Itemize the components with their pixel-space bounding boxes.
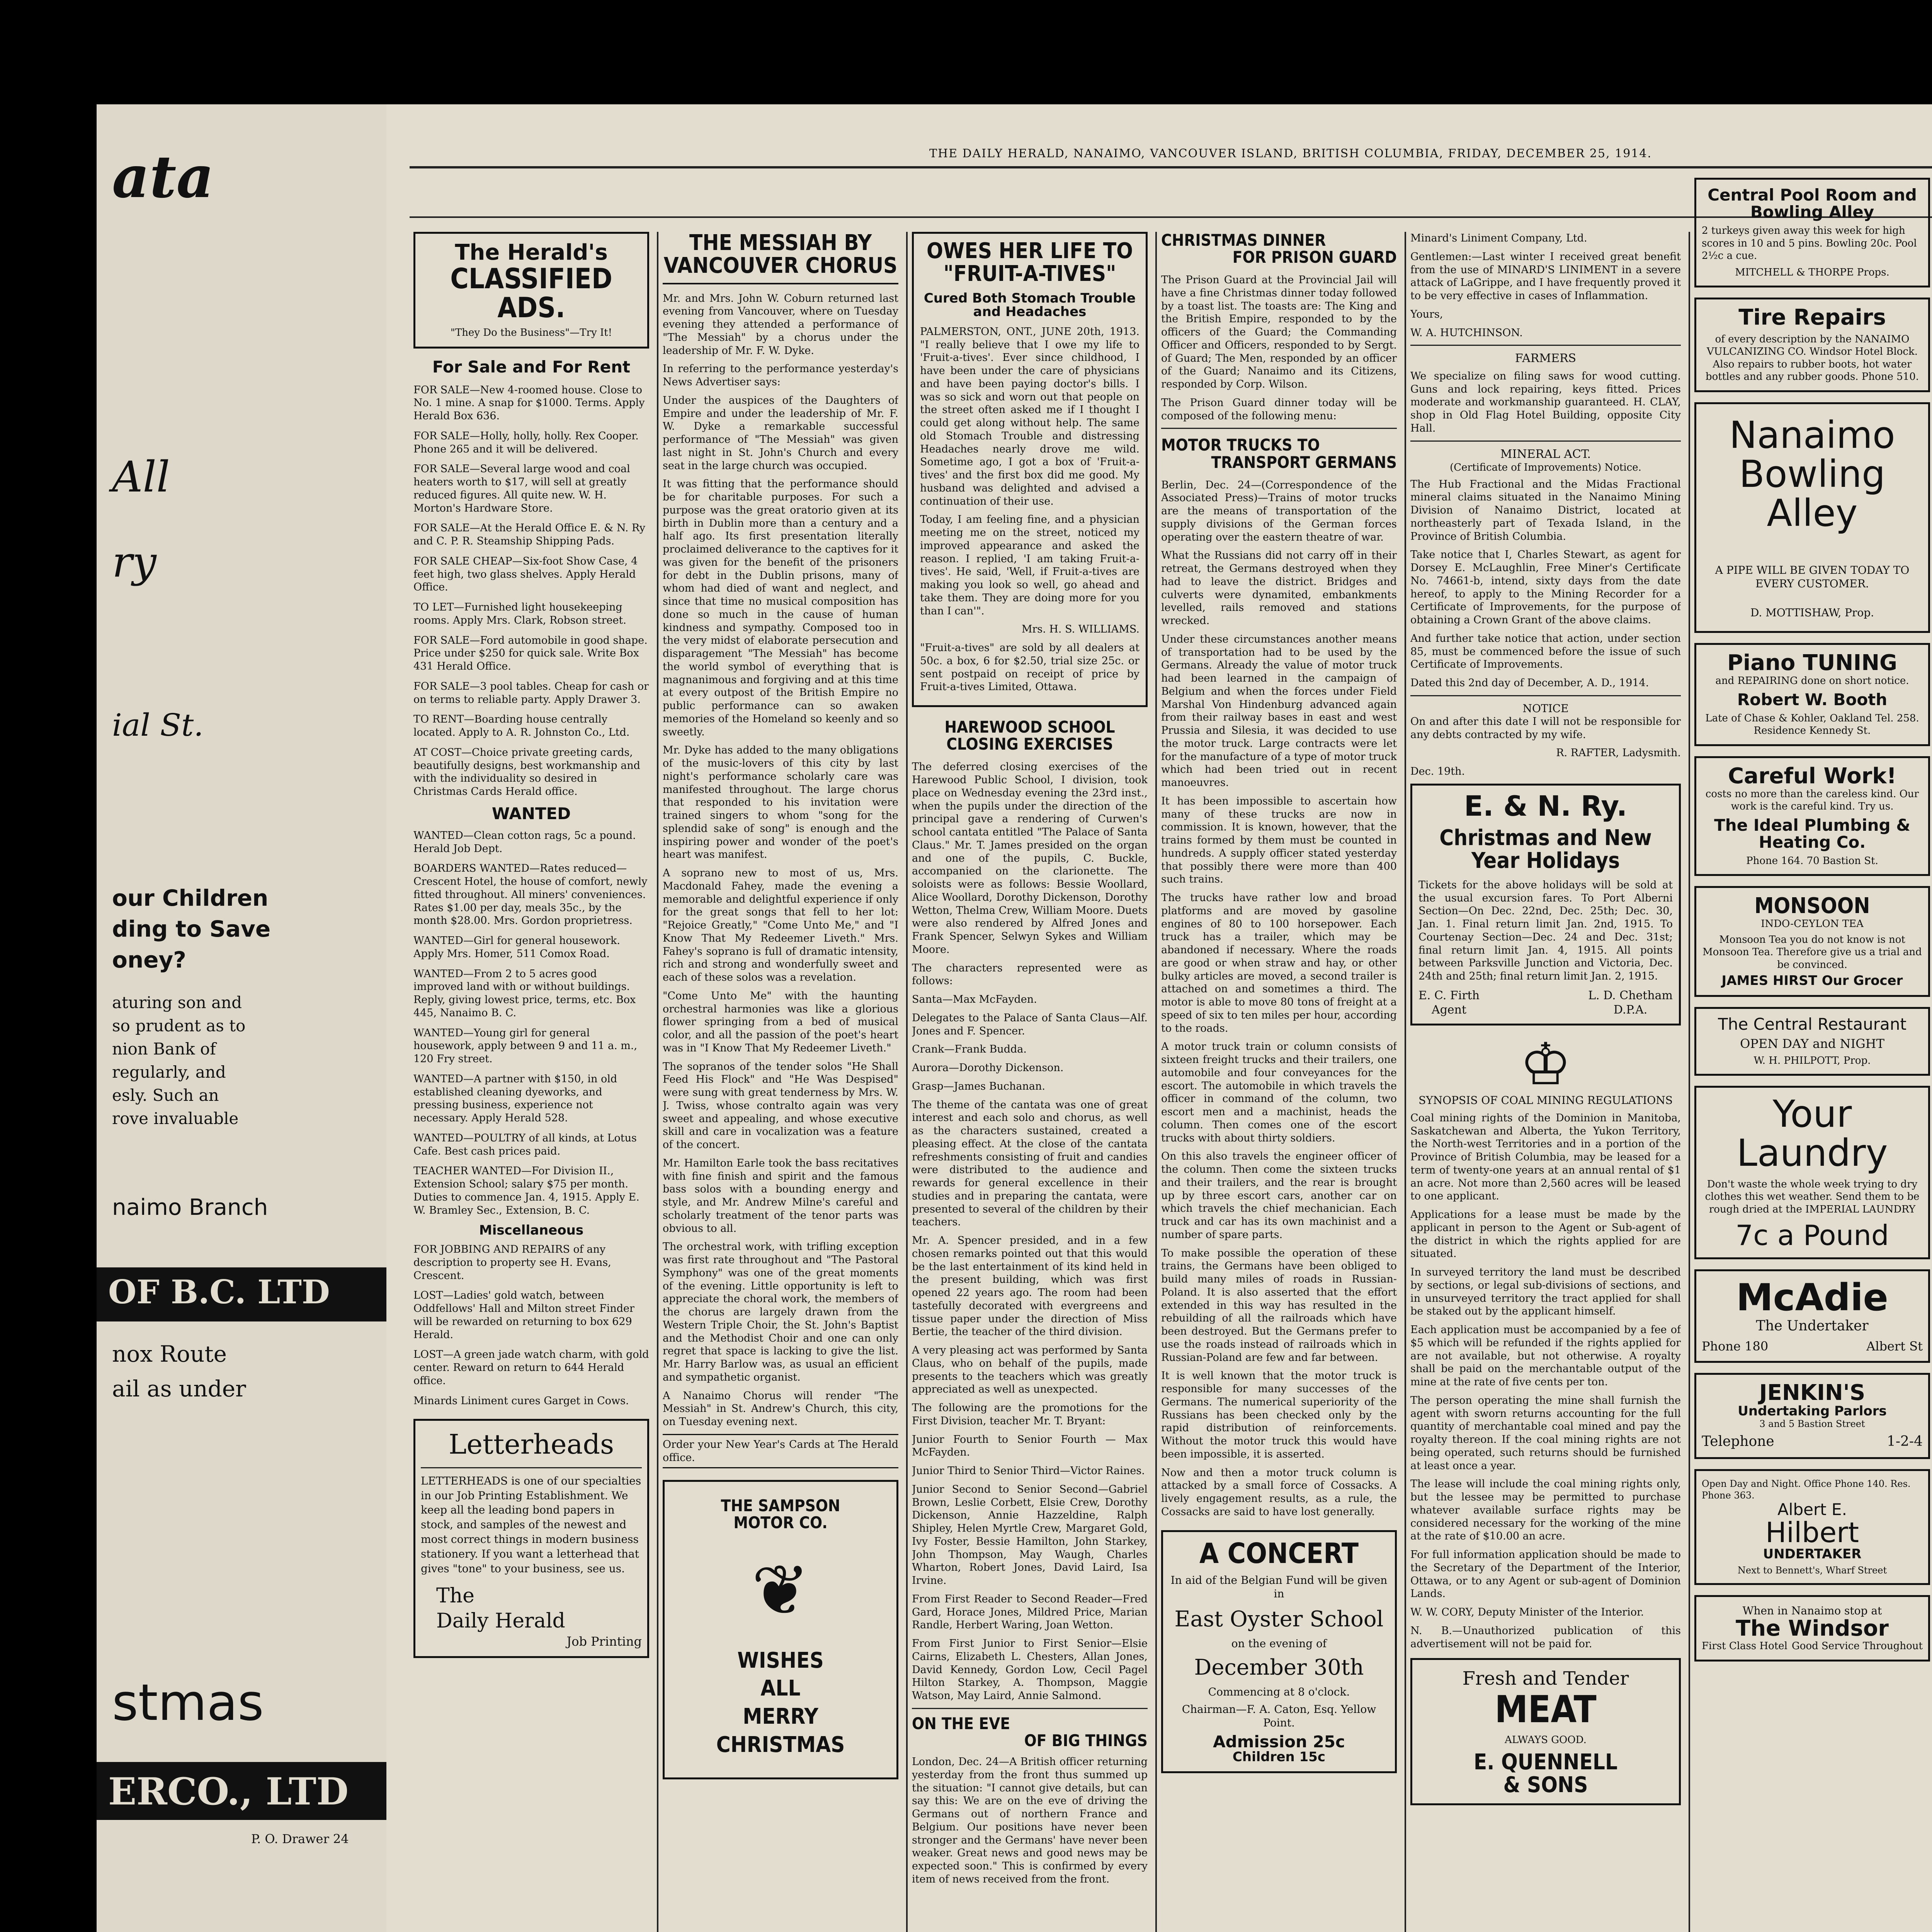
article-para: Santa—Max McFayden. [912, 993, 1037, 1006]
en-ry-title: E. & N. Ry. [1464, 789, 1627, 822]
classified-ad: BOARDERS WANTED—Rates reduced—Crescent Hotel, the house of comfort, newly fitted throughout. All miners' conveniences. Rates $1.00 per day, meals 35c., by the month $28.00. Mrs. Gordon proprietress. [413, 862, 648, 927]
letterheads-body: LETTERHEADS is one of our specialties in our Job Printing Establishment. We keep all the leading bond papers in stock, and samples of the newest and most correct things in modern business stationery. If you want a letterhead that gives "tone" to your business, see us. [421, 1474, 641, 1575]
article-para: A Nanaimo Chorus will render "The Messiah" in St. Andrew's Church, this city, on Tuesday evening next. [663, 1389, 898, 1428]
classified-ad: WANTED—Young girl for general housework, apply between 9 and 11 a. m., 120 Fry street. [413, 1027, 638, 1065]
holly-ornament-icon: ❦ [751, 1550, 810, 1631]
classified-ad: WANTED—From 2 to 5 acres good improved land with or without buildings. Reply, giving lowest price, terms, etc. Box 445, Nanaimo B. C. [413, 968, 636, 1019]
article-para: And further take notice that action, under section 85, must be commenced before the issue of such Certificate of Improvements. [1410, 632, 1681, 671]
windsor-name: The Windsor [1736, 1616, 1889, 1641]
article-para: Mrs. H. S. WILLIAMS. [1021, 623, 1139, 636]
article-para: In surveyed territory the land must be described by sections, or legal sub-divisions of sections, and in unsurveyed territory the tract applied for shall be staked out by the applicant himself. [1410, 1266, 1681, 1318]
article-para: It is well known that the motor truck is responsible for many successes of the Germans. The numerical superiority of the Russians has been checked only by the rapid distribution of reinforcements. Without the motor truck this would have been impossible, it is asserted. [1161, 1370, 1397, 1460]
meat-line: Fresh and Tender [1462, 1668, 1629, 1690]
pool-body: 2 turkeys given away this week for high scores in 10 and 5 pins. Bowling 20c. Pool 2½c a cue. [1702, 225, 1917, 262]
left-strip-text: ry [112, 537, 156, 587]
mcadie-phone: Phone 180 [1702, 1338, 1769, 1354]
classified-ad: FOR SALE—Several large wood and coal heaters worth to $17, will sell at greatly reduced figures. All quite new. W. H. Morton's Hardware Store. [413, 463, 630, 514]
sampson-line: MOTOR CO. [733, 1513, 828, 1532]
eve-headline: ON THE EVE [912, 1714, 1010, 1733]
hilbert-sub: UNDERTAKER [1763, 1546, 1862, 1562]
jenkins-number: 1-2-4 [1886, 1434, 1923, 1450]
column-prison-motor [1161, 232, 1397, 1932]
article-para: On this also travels the engineer officer of the column. Then come the sixteen trucks and their trailers, and the rear is brought up by three escort cars, another car on which travels the chief mechanician. Each truck and car has its own machinist and a number of spare parts. [1161, 1150, 1397, 1241]
article-para: The deferred closing exercises of the Harewood Public School, I division, took place on Wednesday evening the 23rd inst., when the pupils under the direction of the principal gave a rendering of Curwen's school cantata entitled "The Palace of Santa Claus." Mr. T. James presided on the organ and one of the pupils, C. Buckle, accompanied on the clarionette. The soloists were as follows: Bessie Woollard, Alice Woollard, Dorothy Dickenson, Dorothy Wetton, Thelma Crew, William Moore. Duets were also rendered by Alfred Jones and Frank Spencer, Selwyn Sykes and William Moore. [912, 761, 1148, 956]
article-para: W. A. HUTCHINSON. [1410, 327, 1523, 339]
letterheads-sig: Daily Herald [436, 1609, 565, 1633]
classified-ad: TO LET—Furnished light housekeeping rooms. Apply Mrs. Clark, Robson street. [413, 601, 626, 626]
sampson-line: WISHES [737, 1648, 824, 1673]
classified-tagline: "They Do the Business"—Try It! [450, 327, 612, 338]
article-para: Aurora—Dorothy Dickenson. [912, 1062, 1064, 1074]
left-strip-text: oney? [112, 947, 186, 973]
article-para: Grasp—James Buchanan. [912, 1080, 1045, 1092]
meat-line: ALWAYS GOOD. [1505, 1734, 1587, 1746]
windsor-top: When in Nanaimo stop at [1742, 1604, 1882, 1617]
left-strip-text: ding to Save [112, 916, 271, 942]
article-para: London, Dec. 24—A British officer returning yesterday from the front thus summed up the situation: "I cannot give details, but can say this: We are on the eve of driving the Germans out of northern France and Belgium. Our positions have never been stronger and the Germans' have never been weaker. Great news and good news may be expected soon." This is confirmed by every item of news received from the front. [912, 1756, 1148, 1885]
article-para: N. B.—Unauthorized publication of this advertisement will not be paid for. [1410, 1624, 1681, 1650]
eve-headline: OF BIG THINGS [1024, 1731, 1148, 1750]
meat-title: MEAT [1495, 1688, 1597, 1731]
bowling-title: Nanaimo [1729, 413, 1895, 457]
article-para: Delegates to the Palace of Santa Claus—Alf. Jones and F. Spencer. [912, 1012, 1148, 1037]
article-para: R. RAFTER, Ladysmith. [1556, 747, 1681, 759]
classified-ad: FOR SALE—Holly, holly, holly. Rex Cooper. Phone 265 and it will be delivered. [413, 430, 639, 455]
article-para: What the Russians did not carry off in their retreat, the Germans destroyed when they had to leave the district. Bridges and culverts were dynamited, embankments levelled, rails removed and stations wrecked. [1161, 549, 1397, 627]
laundry-body: Don't waste the whole week trying to dry clothes this wet weather. Send them to be rough dried at the IMPERIAL LAUNDRY [1705, 1178, 1920, 1215]
article-para: Mr. A. Spencer presided, and in a few chosen remarks pointed out that this would be the last entertainment of its kind held in the present building, which was first opened 22 years ago. The room had been tastefully decorated with evergreens and tissue paper under the direction of Miss Bertie, the teacher of the third division. [912, 1235, 1148, 1338]
mcadie-sub: The Undertaker [1756, 1318, 1869, 1334]
wanted-heading: WANTED [492, 804, 571, 823]
motor-headline: MOTOR TRUCKS TO [1161, 435, 1320, 455]
sampson-line: ALL [760, 1676, 801, 1701]
piano-addr: Late of Chase & Kohler, Oakland Tel. 258. Residence Kennedy St. [1705, 712, 1919, 737]
left-strip-text: ata [112, 143, 214, 211]
article-para: To make possible the operation of these trains, the Germans have been obliged to build many miles of roads in Russian-Poland. It is also asserted that the effort extended in this way has resulted in the rebuilding of all the railroads which have been destroyed. But the Germans prefer to use the roads instead of railroads which in Russian-Poland are few and far between. [1161, 1247, 1397, 1364]
monsoon-body: Monsoon Tea you do not know is not Monsoon Tea. Therefore give us a trial and be convinced. [1702, 934, 1922, 971]
article-para: The sopranos of the tender solos "He Shall Feed His Flock" and "He Was Despised" were sung with great tenderness by Mrs. W. J. Twiss, whose contralto again was very sweet and appealing, and whose executive skill and care in vocalization was a feature of the concert. [663, 1060, 898, 1151]
left-strip-text: esly. Such an [112, 1086, 219, 1105]
mineral-title: MINERAL ACT. [1500, 447, 1591, 461]
article-para: We specialize on filing saws for wood cutting. Guns and lock repairing, keys fitted. Prices moderate and workmanship guaranteed. H. CLAY, shop in Old Flag Hotel Building, opposite City Hall. [1410, 370, 1681, 434]
classified-ad: LOST—A green jade watch charm, with gold center. Reward on return to 644 Herald office. [413, 1349, 649, 1387]
article-para: Under these circumstances another means of transportation had to be used by the Germans. Already the value of motor truck had been learned in the campaign of Belgium and when the forces under Field Marshal Von Hindenburg advanced again from their railway bases in east and west Prussia and Silesia, it was decided to use the motor truck. Large contracts were let for the manufacture of a type of motor truck which had been tried out in recent manoeuvres. [1161, 633, 1397, 789]
article-para: Dated this 2nd day of December, A. D., 1914. [1410, 677, 1649, 689]
sampson-line: CHRISTMAS [716, 1732, 845, 1757]
motor-headline: TRANSPORT GERMANS [1211, 452, 1397, 472]
monsoon-sig: JAMES HIRST Our Grocer [1721, 973, 1903, 989]
article-para: Now and then a motor truck column is attacked by a small force of Cossacks. A lively engagement results, as a rule, the Cossacks are said to have lost generally. [1161, 1466, 1397, 1518]
agent-title: Agent [1432, 1003, 1467, 1017]
left-strip-text: nox Route [112, 1341, 227, 1367]
mcadie-street: Albert St [1866, 1338, 1923, 1354]
concert-date: December 30th [1194, 1655, 1364, 1680]
royal-crest-icon: ♔ [1519, 1031, 1572, 1098]
left-strip-text: aturing son and [112, 993, 242, 1012]
article-para: Junior Second to Senior Second—Gabriel Brown, Leslie Corbett, Elsie Crew, Dorothy Dickenson, Annie Hazzeldine, Ralph Shipley, Helen Myrtle Crew, Margaret Gold, Ivy Foster, Bessie Hamilton, John Starkey, John Thompson, May Waugh, Charles Wharton, Robert Jones, David Laird, Isa Irvine. [912, 1483, 1148, 1587]
classified-ad: WANTED—A partner with $150, in old established cleaning dyeworks, and pressing business, experience not necessary. Apply Herald 528. [413, 1073, 617, 1124]
left-strip-text: naimo Branch [112, 1194, 268, 1220]
careful-title: Careful Work! [1728, 763, 1897, 789]
article-para: Coal mining rights of the Dominion in Manitoba, Saskatchewan and Alberta, the Yukon Territory, the North-west Territories and in a portion of the Province of British Columbia, may be leased for a term of twenty-one years at an annual rental of $1 an acre. Not more than 2,560 acres will be leased to one applicant. [1410, 1112, 1681, 1202]
article-para: On and after this date I will not be responsible for any debts contracted by my wife. [1410, 715, 1681, 741]
classified-ad: FOR SALE—New 4-roomed house. Close to No. 1 mine. A snap for $1000. Terms. Apply Herald Box 636. [413, 384, 645, 422]
column-rule [1689, 232, 1690, 1932]
sampson-line: MERRY [743, 1704, 818, 1730]
bowling-title: Alley [1767, 491, 1858, 535]
tire-body: of every description by the NANAIMO VULCANIZING CO. Windsor Hotel Block. Also repairs to rubber boots, hot water bottles and any rubber goods. Phone 510. [1705, 333, 1919, 383]
article-para: The orchestral work, with trifling exception was first rate throughout and "The Pastoral Symphony" was one of the great moments of the evening. Little opportunity is left to appreciate the choral work, the members of the chorus are largely drawn from the Western Triple Choir, the St. John's Baptist and the Methodist Choir and one can only regret that space is lacking to give the list. Mr. Harry Barlow was, as usual an efficient and sympathetic organist. [663, 1241, 898, 1383]
concert-place: East Oyster School [1174, 1607, 1384, 1632]
monsoon-title: MONSOON [1754, 893, 1870, 919]
bowling-title: Bowling [1739, 452, 1886, 496]
monsoon-sub: INDO-CEYLON TEA [1761, 918, 1864, 930]
concert-text: on the evening of [1231, 1637, 1327, 1650]
classified-ad: TEACHER WANTED—For Division II., Extension School; salary $75 per month. Duties to commence Jan. 4, 1915. Apply E. W. Bramley Sec., Extension, B. C. [413, 1165, 639, 1216]
article-para: Applications for a lease must be made by the applicant in person to the Agent or Sub-agent of the district in which the rights applied for are situated. [1410, 1209, 1681, 1260]
article-para: Today, I am feeling fine, and a physician meeting me on the street, noticed my improved appearance and asked the reason. I replied, 'I am taking Fruit-a-tives'. He said, 'Well, if Fruit-a-tives are making you look so well, go ahead and take them. They are doing more for you than I can'". [920, 514, 1139, 617]
article-para: From First Junior to First Senior—Elsie Cairns, Elizabeth L. Chesters, Allan Jones, David Kennedy, Gordon Low, Cecil Pagel Hilton Starkey, A. Thompson, Maggie Watson, May Laird, Annie Salmond. [912, 1638, 1148, 1702]
column-rule [1155, 232, 1157, 1932]
classified-ad: WANTED—Clean cotton rags, 5c a pound. Herald Job Dept. [413, 829, 636, 855]
misc-heading: Miscellaneous [479, 1223, 584, 1238]
left-strip-text: so prudent as to [112, 1016, 246, 1035]
left-strip-logo: ERCO., LTD [97, 1762, 398, 1820]
article-para: A very pleasing act was performed by Santa Claus, who on behalf of the pupils, made presents to the teachers which was greatly appreciated as well as unexpected. [912, 1344, 1148, 1396]
article-para: Junior Fourth to Senior Fourth — Max McFayden. [912, 1433, 1148, 1459]
hilbert-addr: Next to Bennett's, Wharf Street [1737, 1565, 1887, 1576]
concert-admission: Admission 25c [1213, 1732, 1345, 1752]
classified-ad: WANTED—Girl for general housework. Apply Mrs. Homer, 511 Comox Road. [413, 935, 620, 960]
farmers-title: FARMERS [1515, 352, 1577, 366]
classified-ad: FOR SALE—Ford automobile in good shape. Price under $250 for quick sale. Write Box 431 Herald Office. [413, 634, 648, 673]
prison-headline: CHRISTMAS DINNER [1161, 232, 1326, 250]
meat-name: & SONS [1503, 1772, 1588, 1798]
article-para: The person operating the mine shall furnish the agent with sworn returns accounting for the full quantity of merchantable coal mined and pay the royalty thereon. If the coal mining rights are not being operated, such returns should be furnished at least once a year. [1410, 1394, 1681, 1472]
article-para: The Prison Guard at the Provincial Jail will have a fine Christmas dinner today followed by a toast list. The toasts are: The King and the British Empire, responded to by the officers of the Guard; the Commanding Officer and Officers, responded to by Sergt. of Guard; The Men, responded by an officer of the Guard; Nanaimo and its Citizens, responded by Corp. Wilson. [1161, 274, 1397, 391]
sale-heading: For Sale and For Rent [432, 357, 631, 377]
column-rule [1405, 232, 1406, 1932]
article-para: "Fruit-a-tives" are sold by all dealers at 50c. a box, 6 for $2.50, trial size 25c. or sent postpaid on receipt of price by Fruit-a-tives Limited, Ottawa. [920, 642, 1139, 693]
fruitatives-headline: OWES HER LIFE TO "FRUIT-A-TIVES" [927, 238, 1133, 286]
cards-note: Order your New Year's Cards at The Herald office. [663, 1434, 898, 1469]
classified-ad: LOST—Ladies' gold watch, between Oddfellows' Hall and Milton street Finder will be rewarded on returning to box 629 Herald. [413, 1289, 634, 1341]
article-para: Mr. and Mrs. John W. Coburn returned last evening from Vancouver, where on Tuesday evening they attended a performance of "The Messiah" by a chorus under the leadership of Mr. F. W. Dyke. [663, 292, 898, 357]
careful-body: costs no more than the careless kind. Our work is the careful kind. Try us. [1705, 788, 1919, 813]
article-para: Dec. 19th. [1410, 765, 1465, 777]
laundry-title: Your [1772, 1092, 1852, 1136]
classified-ad: TO RENT—Boarding house centrally located. Apply to A. R. Johnston Co., Ltd. [413, 713, 630, 739]
hilbert-top: Open Day and Night. Office Phone 140. Res. Phone 363. [1702, 1478, 1911, 1501]
hilbert-name: Hilbert [1765, 1516, 1859, 1549]
article-para: Each application must be accompanied by a fee of $5 which will be refunded if the rights applied for are not available, but not otherwise. A royalty shall be paid on the merchantable output of the mine at the rate of five cents per ton. [1410, 1324, 1681, 1388]
bank-logo: OF B.C. LTD [97, 1267, 398, 1321]
prison-headline: FOR PRISON GUARD [1232, 248, 1397, 267]
article-para: The Hub Fractional and the Midas Fractional mineral claims situated in the Nanaimo Mining Division of Nanaimo District, located at northeasterly part of Texada Island, in the Province of British Columbia. [1410, 478, 1681, 543]
windsor-left: First Class Hotel [1702, 1640, 1787, 1652]
agent-name: E. C. Firth [1418, 988, 1480, 1002]
left-strip-text: ial St. [112, 707, 204, 743]
article-para: From First Reader to Second Reader—Fred Gard, Horace Jones, Mildred Price, Marian Randle, Herbert Waring, Joan Wetton. [912, 1593, 1148, 1631]
letterheads-title: Letterheads [448, 1429, 614, 1461]
left-strip-text: All [112, 452, 170, 502]
adjacent-page-edge [97, 104, 398, 1932]
article-para: Mr. Hamilton Earle took the bass recitatives with fine finish and spirit and the famous bass solos with a bounding energy and style, and Mr. Andrew Milne's careful and scholarly treatment of the tenor parts was obvious to all. [663, 1157, 898, 1235]
article-para: For full information application should be made to the Secretary of the Department of the Interior, Ottawa, or to any Agent or sub-agent of Dominion Lands. [1410, 1549, 1681, 1600]
article-para: Mr. Dyke has added to the many obligations of the music-lovers of this city by last night's performance scholarly care was manifested throughout. The large chorus that responded to his invitation were trained singers to whom "song for the splendid sake of song" is enough and the inspiring power and wonder of the poet's heart was manifest. [663, 744, 898, 861]
left-strip-text: P. O. Drawer 24 [251, 1832, 349, 1846]
concert-title: A CONCERT [1199, 1537, 1359, 1570]
left-strip-text: ail as under [112, 1376, 246, 1402]
left-strip-text: our Children [112, 885, 269, 911]
left-strip-text: nion Bank of [112, 1039, 216, 1058]
piano-name: Robert W. Booth [1737, 690, 1888, 709]
article-para: W. W. CORY, Deputy Minister of the Interior. [1410, 1606, 1644, 1619]
article-para: A motor truck train or column consists of sixteen freight trucks and their trailers, one automobile and four conveyances for the escort. The automobile in which travels the officer in command of the column, two escort men and a machinist, heads the column. Then comes one of the escort trucks with about thirty soldiers. [1161, 1041, 1397, 1144]
article-para: A soprano new to most of us, Mrs. Macdonald Fahey, made the evening a memorable and delightful experience if only for the great songs that fell to her lot: "Rejoice Greatly," "Come Unto Me," and "I Know That My Redeemer Liveth." Mrs. Fahey's soprano is full of dramatic intensity, rich and strong and wonderfully sweet and each of these solos was a revelation. [663, 867, 898, 984]
classified-ad: WANTED—POULTRY of all kinds, at Lotus Cafe. Best cash prices paid. [413, 1132, 637, 1157]
column-rule [906, 232, 908, 1932]
article-para: Gentlemen:—Last winter I received great benefit from the use of MINARD'S LINIMENT in a severe attack of LaGrippe, and I have frequently proved it to be very effective in cases of Inflammation. [1410, 250, 1681, 302]
article-para: It has been impossible to ascertain how many of these trucks are now in commission. It is known, however, that the trains formed by them must be counted in hundreds. A supply officer stated yesterday that possibly there were more than 400 such trains. [1161, 795, 1397, 886]
article-para: Take notice that I, Charles Stewart, as agent for Dorsey E. McLaughlin, Free Miner's Certificate No. 74661-b, intend, sixty days from the date hereof, to apply to the Mining Recorder for a Certificate of Improvements, for the purpose of obtaining a Crown Grant of the above claims. [1410, 549, 1681, 626]
laundry-price: 7c a Pound [1735, 1219, 1889, 1252]
column-rule [657, 232, 658, 1932]
article-para: Minard's Liniment Company, Ltd. [1410, 232, 1587, 244]
column-ads-a [1694, 178, 1930, 1932]
left-strip-text: regularly, and [112, 1063, 226, 1082]
piano-title: Piano TUNING [1727, 650, 1898, 676]
classified-title2: CLASSIFIED ADS. [450, 262, 612, 324]
notice-title: NOTICE [1522, 702, 1569, 715]
pool-sig: MITCHELL & THORPE Props. [1735, 266, 1889, 278]
sampson-line: THE SAMPSON [721, 1496, 840, 1515]
tire-title: Tire Repairs [1738, 305, 1886, 330]
windsor-right: Good Service Throughout [1792, 1640, 1923, 1652]
jenkins-sub: Undertaking Parlors [1738, 1403, 1887, 1419]
harewood-headline: CLOSING EXERCISES [946, 735, 1113, 754]
article-para: In referring to the performance yesterday's News Advertiser says: [663, 363, 898, 388]
article-para: "Come Unto Me" with the haunting orchestral harmonies was like a glorious flower springing from a bed of musical color, and all the passion of the poet's heart was in "I Know That My Redeemer Liveth." [663, 990, 898, 1054]
article-para: Under the auspices of the Daughters of Empire and under the leadership of Mr. F. W. Dyke a remarkable successful performance of "The Messiah" was given last night in St. John's Church and every seat in the large church was occupied. [663, 394, 898, 472]
article-para: The characters represented were as follows: [912, 962, 1148, 987]
hilbert-name: Albert E. [1777, 1500, 1847, 1519]
coal-title: SYNOPSIS OF COAL MINING REGULATIONS [1418, 1094, 1673, 1107]
concert-text: In aid of the Belgian Fund will be given in [1170, 1574, 1388, 1600]
classified-ad: AT COST—Choice private greeting cards, beautifully designs, best workmanship and with the individuality so desired in Christmas Cards Herald office. [413, 746, 640, 798]
jenkins-addr: 3 and 5 Bastion Street [1759, 1418, 1865, 1430]
column-notices [1410, 232, 1681, 1932]
column-fruitatives-harewood [912, 232, 1148, 1932]
masthead-rule [410, 166, 1932, 168]
en-ry-sub: Christmas and New Year Holidays [1439, 825, 1652, 874]
left-strip-text: rove invaluable [112, 1109, 239, 1128]
classified-ad: FOR JOBBING AND REPAIRS of any description to property see H. Evans, Crescent. [413, 1243, 611, 1282]
article-para: The Prison Guard dinner today will be composed of the following menu: [1161, 396, 1397, 422]
fruitatives-subhead: Cured Both Stomach Trouble and Headaches [923, 290, 1136, 320]
concert-text: Commencing at 8 o'clock. [1208, 1685, 1350, 1699]
article-para: Tickets for the above holidays will be sold at the usual excursion fares. To Port Alberni Section—On Dec. 22nd, Dec. 25th; Dec. 30, Jan. 1. Final return limit Jan. 2nd, 1915. To Courtenay Section—Dec. 24 and Dec. 31st; final return limit Jan. 4, 1915. All points between Parksville Junction and Victoria, Dec. 24th and 25th; final return limit Jan. 2, 1915. [1418, 879, 1673, 983]
pool-title: Central Pool Room and Bowling Alley [1708, 185, 1917, 222]
agent-title: D.P.A. [1613, 1003, 1648, 1017]
article-para: Berlin, Dec. 24—(Correspondence of the Associated Press)—Trains of motor trucks are the means of transportation of the supply divisions of the German forces operating over the eastern theatre of war. [1161, 479, 1397, 543]
meat-name: E. QUENNELL [1473, 1749, 1618, 1775]
jenkins-phone: Telephone [1702, 1434, 1774, 1450]
classified-ad: FOR SALE—At the Herald Office E. & N. Ry and C. P. R. Steamship Shipping Pads. [413, 522, 645, 548]
careful-addr: Phone 164. 70 Bastion St. [1746, 855, 1878, 867]
restaurant-sig: W. H. PHILPOTT, Prop. [1753, 1054, 1871, 1066]
column-classified [413, 232, 649, 1932]
careful-name: The Ideal Plumbing & Heating Co. [1714, 815, 1910, 852]
article-para: Yours, [1410, 308, 1443, 320]
masthead: THE DAILY HERALD, NANAIMO, VANCOUVER ISLAND, BRITISH COLUMBIA, FRIDAY, DECEMBER 25, 1914. [929, 147, 1652, 160]
harewood-headline: HAREWOOD SCHOOL [944, 718, 1115, 737]
article-para: The theme of the cantata was one of great interest and each solo and chorus, as well as the characters sustained, created a pleasing effect. At the close of the cantata refreshments consisting of fruit and candies were distributed to the audience and rewards for general excellence in their studies and in preparing the cantata, were presented to several of the children by their teachers. [912, 1099, 1148, 1228]
classified-ad: FOR SALE—3 pool tables. Cheap for cash or on terms to reliable party. Apply Drawer 3. [413, 680, 649, 706]
column-messiah [663, 232, 898, 1932]
letterheads-sig: The [436, 1584, 474, 1608]
article-para: The lease will include the coal mining rights only, but the lessee may be permitted to purchase whatever available surface rights may be considered necessary for the working of the mine at the rate of $10.00 an acre. [1410, 1478, 1681, 1543]
mineral-sub: (Certificate of Improvements) Notice. [1450, 462, 1641, 473]
messiah-headline: THE MESSIAH BY VANCOUVER CHORUS [663, 232, 898, 284]
bowling-body: A PIPE WILL BE GIVEN TODAY TO EVERY CUSTOMER. [1715, 564, 1910, 590]
agent-name: L. D. Chetham [1588, 988, 1673, 1002]
article-para: Junior Third to Senior Third—Victor Raines. [912, 1465, 1145, 1477]
letterheads-sig: Job Printing [566, 1634, 642, 1649]
restaurant-title: The Central Restaurant [1718, 1014, 1906, 1034]
concert-admission: Children 15c [1232, 1749, 1326, 1765]
mcadie-title: McAdie [1736, 1276, 1888, 1320]
article-para: The following are the promotions for the First Division, teacher Mr. T. Bryant: [912, 1402, 1148, 1427]
jenkins-title: JENKIN'S [1759, 1380, 1866, 1405]
restaurant-body: OPEN DAY and NIGHT [1740, 1036, 1884, 1051]
article-para: PALMERSTON, ONT., JUNE 20th, 1913. "I really believe that I owe my life to 'Fruit-a-tives'. Ever since childhood, I have been under the care of physicians and have been paying doctor's bills. I was so sick and worn out that people on the street often asked me if I thought I could get along without help. The same old Stomach Trouble and distressing Headaches nearly drove me wild. Sometime ago, I got a box of 'Fruit-a-tives' and the first box did me good. My husband was delighted and advised a continuation of their use. [920, 325, 1139, 507]
laundry-title: Laundry [1736, 1131, 1888, 1175]
classified-ad: Minards Liniment cures Garget in Cows. [413, 1395, 629, 1407]
classified-title: The Herald's [455, 240, 608, 265]
classified-ad: FOR SALE CHEAP—Six-foot Show Case, 4 feet high, two glass shelves. Apply Herald Office. [413, 555, 638, 594]
piano-body: and REPAIRING done on short notice. [1715, 675, 1909, 687]
article-para: The trucks have rather low and broad platforms and are moved by gasoline engines of 80 to 100 horsepower. Each truck has a trailer, which may be abandoned if necessary. Where the roads are good or when straw and hay, or other bulky articles are moved, a second trailer is attached on and sometimes a third. The motor is able to move 80 tons of freight at a speed of six to ten miles per hour, according to the roads. [1161, 892, 1397, 1034]
concert-text: Chairman—F. A. Caton, Esq. Yellow Point. [1182, 1703, 1376, 1730]
article-para: Crank—Frank Budda. [912, 1043, 1027, 1056]
bowling-sig: D. MOTTISHAW, Prop. [1750, 606, 1874, 619]
left-strip-text: stmas [112, 1673, 264, 1732]
article-para: It was fitting that the performance should be for charitable purposes. For such a purpose was the great oratorio given at its birth in Dublin more than a century and a half ago. Its first presentation literally proclaimed deliverance to the captives for it was given for the benefit of the prisoners for debt in the Dublin prisons, many of whom had died of want and neglect, and since that time no musical composition has done so much in the cause of human kindness and sympathy. Composed too in the very midst of elaborate persecution and disparagement "The Messiah" has become the world symbol of everything that is magnanimous and forgiving and at this time at every outpost of the British Empire no public performance can so awaken memories of the Homeland so keenly and so sweetly. [663, 478, 898, 738]
